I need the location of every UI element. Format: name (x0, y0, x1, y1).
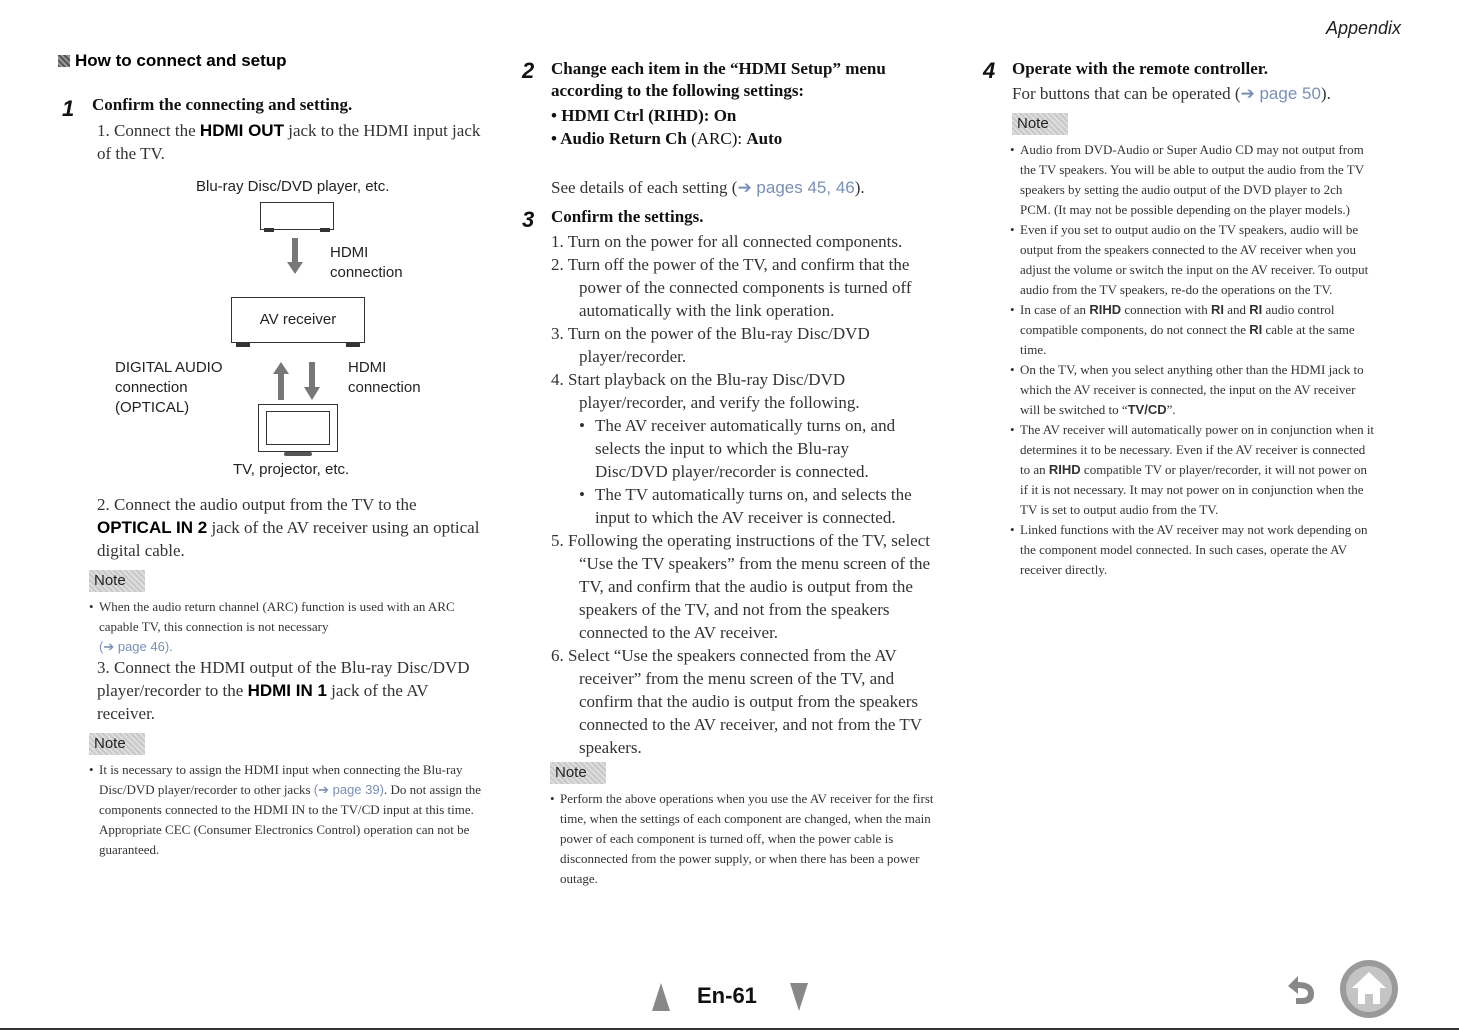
step-3-list (551, 230, 941, 759)
note-bullet: • Even if you set to output audio on the TV speakers, audio will be output from the speakers connected to the AV receiver when you adjust the volume or switch the input on the AV receiver. To output audio from the TV speakers, re-do the operations on the TV. (1010, 220, 1375, 300)
note-bullet: • The AV receiver will automatically power on in conjunction when it determines it to be necessary. Even if the AV receiver is connected to an RIHD compatible TV or player/recorder, it will not power on if it is not necessary. It may not power on in conjunction when the TV is set to output audio from the TV. (1010, 420, 1375, 520)
step-3-item: 1. Turn on the power for all connected components. (551, 232, 903, 251)
ri-logo: RI (1211, 302, 1224, 317)
section-heading: How to connect and setup (75, 51, 287, 70)
tv-stand (284, 452, 312, 456)
step-4-number: 4 (983, 58, 996, 83)
note-badge: Note (89, 733, 145, 755)
ri-logo: RI (1249, 322, 1263, 337)
back-icon[interactable] (1282, 972, 1318, 1008)
rihd-logo: RIHD (1089, 302, 1122, 317)
step-4-subtext: For buttons that can be operated (➔ page 50). (1012, 84, 1331, 103)
step-1-number: 1 (62, 96, 75, 121)
step-3-item: 3. Turn on the power of the Blu-ray Disc/DVD player/recorder. (551, 324, 870, 366)
step-1-item-2: 2. Connect the audio output from the TV to the OPTICAL IN 2 jack of the AV receiver using an optical digital cable. (97, 495, 480, 560)
step-3-item: 4. Start playback on the Blu-ray Disc/DVD player/recorder, and verify the following. (551, 370, 860, 412)
page-number: En-61 (697, 983, 757, 1008)
note-4-text (1010, 140, 1375, 580)
arrow-down-icon (287, 238, 303, 274)
note-badge: Note (1012, 113, 1068, 135)
see-details: See details of each setting (➔ pages 45, 46). (551, 178, 865, 197)
note-badge: Note (550, 762, 606, 784)
tv-screen (266, 411, 330, 445)
home-icon[interactable] (1334, 958, 1404, 1020)
step-3-number: 3 (522, 207, 535, 232)
sub-bullet: • The TV automatically turns on, and selects the input to which the AV receiver is connected. (579, 483, 919, 529)
note-3-text: • Perform the above operations when you use the AV receiver for the first time, when the settings of each component are changed, when the main power of each component is turned off, when the power cable is disconnected from the power supply, or when there has been a power outage. (550, 789, 942, 889)
hdmi-connection-label-2: HDMI connection (348, 359, 421, 396)
step-1-title: Confirm the connecting and setting. (92, 95, 353, 114)
receiver-foot-right (346, 342, 360, 347)
step-4-title: Operate with the remote controller. (1012, 59, 1269, 78)
bottom-rule (0, 1028, 1459, 1030)
digital-audio-label: DIGITAL AUDIO connection (OPTICAL) (115, 359, 223, 416)
ri-logo: RI (1249, 302, 1263, 317)
note-bullet: • On the TV, when you select anything other than the HDMI jack to which the AV receiver is connected, the input on the AV receiver will be switched to “TV/CD”. (1010, 360, 1375, 420)
sub-bullet: • The AV receiver automatically turns on, and selects the input to which the Blu-ray Disc/DVD player/recorder is connected. (579, 414, 919, 483)
arrow-down-icon (304, 362, 320, 400)
next-page-icon[interactable] (790, 983, 808, 1011)
rihd-logo: RIHD (1048, 462, 1081, 477)
setting-hdmi-ctrl: • HDMI Ctrl (RIHD): On (551, 106, 737, 125)
step-3-title: Confirm the settings. (551, 207, 704, 226)
note-badge: Note (89, 570, 145, 592)
step-2-title: Change each item in the “HDMI Setup” menu according to the following settings: (551, 59, 886, 100)
tv-label: TV, projector, etc. (233, 461, 350, 478)
setting-audio-return: • Audio Return Ch (ARC): Auto (551, 129, 783, 148)
step-1-item-3: 3. Connect the HDMI output of the Blu-ray Disc/DVD player/recorder to the HDMI IN 1 jack of the AV receiver. (97, 658, 470, 723)
player-label: Blu-ray Disc/DVD player, etc. (196, 178, 390, 195)
step-3-item: 6. Select “Use the speakers connected from the AV receiver” from the menu screen of the TV, and confirm that the audio is output from the speakers connected to the AV receiver, and not from the TV speakers. (551, 646, 922, 757)
step-3-item: 2. Turn off the power of the TV, and confirm that the power of the connected components is turned off automatically with the link operation. (551, 255, 912, 320)
player-foot-left (264, 228, 274, 232)
player-foot-right (320, 228, 330, 232)
note-2-text: • It is necessary to assign the HDMI input when connecting the Blu-ray Disc/DVD player/recorder to other jacks (➔ page 39). Do not assign the components connected to the HDMI IN to the TV/CD input at this time. Appropriate CEC (Consumer Electronics Control) operation can not be guaranteed. (89, 760, 484, 860)
receiver-foot-left (236, 342, 250, 347)
note-bullet: • In case of an RIHD connection with RI and RI audio control compatible components, do not connect the RI cable at the same time. (1010, 300, 1375, 360)
step-2-number: 2 (522, 58, 535, 83)
receiver-label: AV receiver (259, 311, 337, 328)
step-1-item-1: 1. Connect the HDMI OUT jack to the HDMI input jack of the TV. (97, 121, 481, 163)
note-bullet: • Linked functions with the AV receiver may not work depending on the component model connected. In such cases, operate the AV receiver directly. (1010, 520, 1375, 580)
arrow-up-icon (273, 362, 289, 400)
note-1-text: • When the audio return channel (ARC) function is used with an ARC capable TV, this connection is not necessary (➔ page 46). (89, 597, 484, 657)
player-box (260, 202, 334, 230)
section-label: Appendix (1325, 18, 1401, 38)
previous-page-icon[interactable] (652, 983, 670, 1011)
heading-bullet-icon (58, 55, 70, 67)
hdmi-connection-label-1: HDMI connection (330, 244, 403, 281)
step-3-item: 5. Following the operating instructions of the TV, select “Use the TV speakers” from the menu screen of the TV, and confirm that the audio is output from the speakers of the TV, and not from the speakers connected to the AV receiver. (551, 531, 931, 642)
note-bullet: • Audio from DVD-Audio or Super Audio CD may not output from the TV speakers. You will be able to output the audio from the TV speakers by setting the audio output of the DVD player to 2ch PCM. (It may not be possible depending on the player models.) (1010, 140, 1375, 220)
